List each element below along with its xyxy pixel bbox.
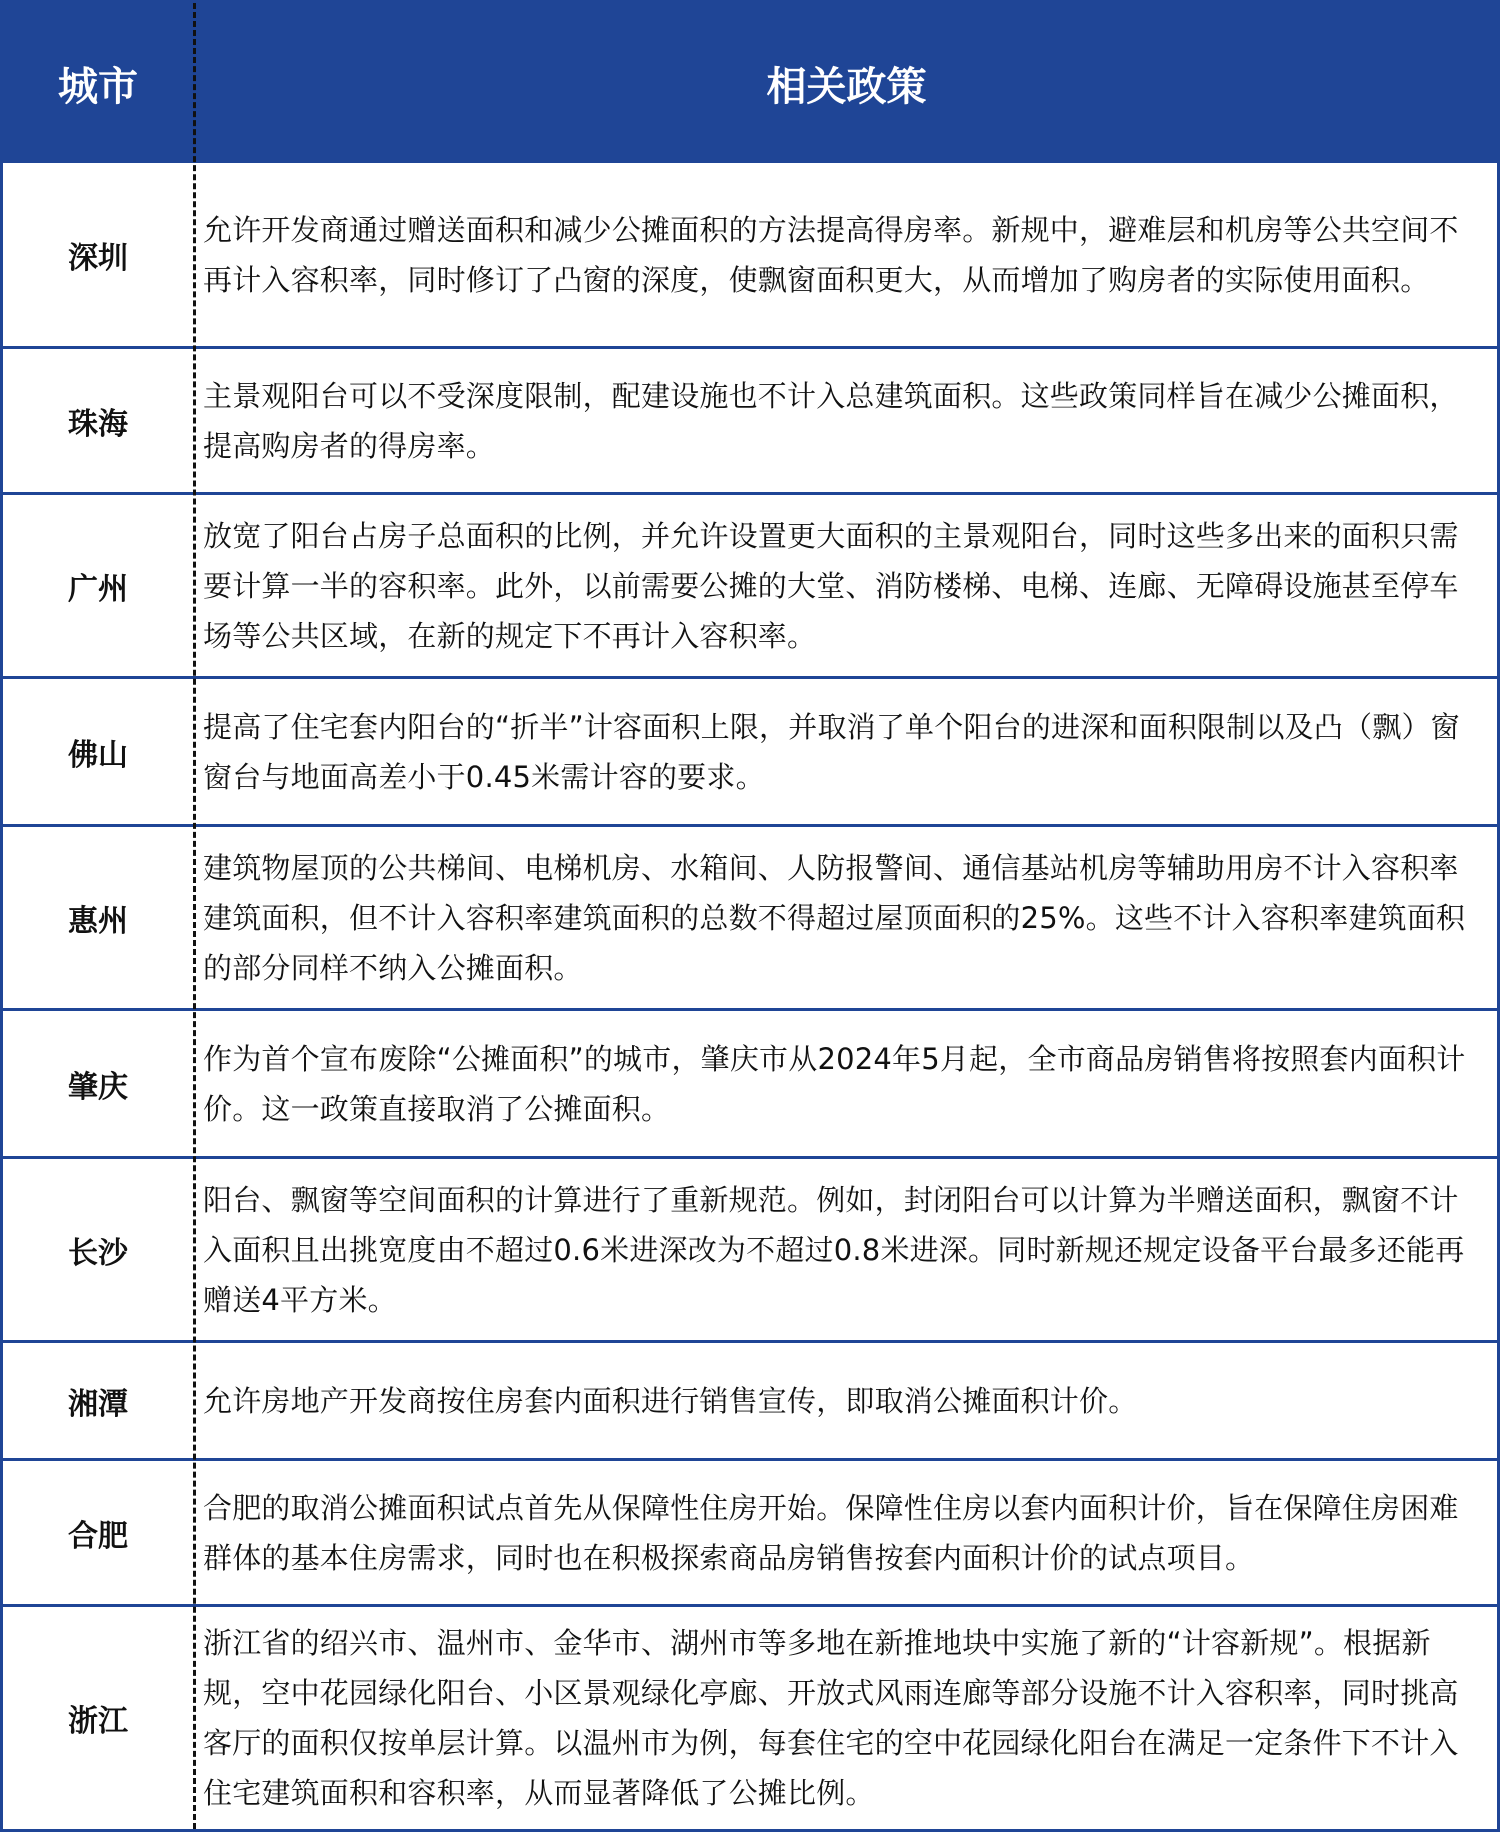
row-policy-text: 允许开发商通过赠送面积和减少公摊面积的方法提高得房率。新规中，避难层和机房等公共空间不再计入容积率，同时修订了凸窗的深度，使飘窗面积更大，从而增加了购房者的实际使用面积。 [203,212,1459,297]
row-city: 惠州 [68,903,128,939]
row-policy [203,1159,1487,1340]
table-row [3,1607,1497,1829]
table-header [3,3,1497,163]
header-policy: 相关政策 [766,63,927,110]
row-policy [203,1011,1487,1156]
row-city: 浙江 [68,1704,128,1739]
row-policy-text: 允许房地产开发商按住房套内面积进行销售宣传，即取消公摊面积计价。 [203,1383,1138,1418]
column-divider [193,3,196,1829]
table-row [3,349,1497,495]
row-policy [203,495,1487,676]
row-policy-text: 浙江省的绍兴市、温州市、金华市、湖州市等多地在新推地块中实施了新的“计容新规”。根据新规，空中花园绿化阳台、小区景观绿化亭廊、开放式风雨连廊等部分设施不计入容积率，同时挑高客厅的面积仅按单层计算。以温州市为例，每套住宅的空中花园绿化阳台在满足一定条件下不计入住宅建筑面积和容积率，从而显著降低了公摊比例。 [203,1626,1459,1810]
row-policy [203,1461,1487,1604]
table-row [3,1159,1497,1343]
row-policy [203,163,1487,346]
table-row [3,163,1497,349]
row-policy-text: 合肥的取消公摊面积试点首先从保障性住房开始。保障性住房以套内面积计价，旨在保障住房困难群体的基本住房需求，同时也在积极探索商品房销售按套内面积计价的试点项目。 [203,1490,1459,1575]
row-policy [203,349,1487,492]
row-policy-text: 建筑物屋顶的公共梯间、电梯机房、水箱间、人防报警间、通信基站机房等辅助用房不计入容积率建筑面积，但不计入容积率建筑面积的总数不得超过屋顶面积的25%。这些不计入容积率建筑面积的部分同样不纳入公摊面积。 [203,850,1466,985]
row-city: 肇庆 [68,1069,128,1105]
table-row [3,495,1497,679]
table-row [3,1343,1497,1461]
row-policy [203,1607,1487,1829]
row-policy-text: 阳台、飘窗等空间面积的计算进行了重新规范。例如，封闭阳台可以计算为半赠送面积，飘窗不计入面积且出挑宽度由不超过0.6米进深改为不超过0.8米进深。同时新规还规定设备平台最多还能再赠送4平方米。 [203,1182,1465,1317]
table-row [3,1461,1497,1607]
row-policy-text: 主景观阳台可以不受深度限制，配建设施也不计入总建筑面积。这些政策同样旨在减少公摊面积，提高购房者的得房率。 [203,378,1459,463]
row-city: 佛山 [68,737,128,773]
row-city: 深圳 [68,240,128,276]
row-policy [203,1343,1487,1458]
row-policy-text: 放宽了阳台占房子总面积的比例，并允许设置更大面积的主景观阳台，同时这些多出来的面积只需要计算一半的容积率。此外，以前需要公摊的大堂、消防楼梯、电梯、连廊、无障碍设施甚至停车场等公共区域，在新的规定下不再计入容积率。 [203,518,1459,653]
table-row [3,827,1497,1011]
row-policy-text: 提高了住宅套内阳台的“折半”计容面积上限，并取消了单个阳台的进深和面积限制以及凸（飘）窗窗台与地面高差小于0.45米需计容的要求。 [203,709,1460,794]
table-row [3,679,1497,827]
row-policy-text: 作为首个宣布废除“公摊面积”的城市，肇庆市从2024年5月起，全市商品房销售将按照套内面积计价。这一政策直接取消了公摊面积。 [203,1041,1466,1126]
row-city: 珠海 [68,406,128,442]
header-city: 城市 [58,63,138,110]
row-policy [203,679,1487,824]
row-city: 长沙 [68,1235,128,1271]
row-city: 合肥 [68,1518,128,1554]
row-policy [203,827,1487,1008]
row-city: 湘潭 [68,1386,128,1422]
row-city: 广州 [68,571,128,607]
table-row [3,1011,1497,1159]
